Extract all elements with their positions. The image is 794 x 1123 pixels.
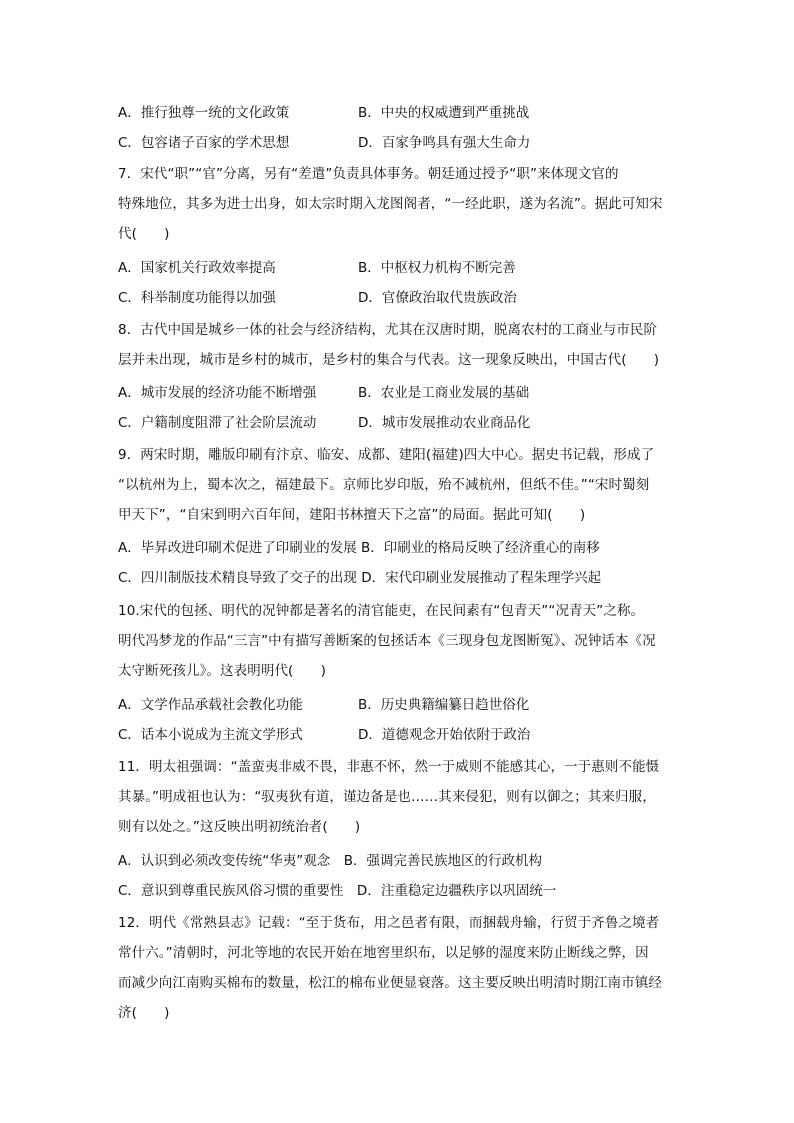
- q11-stem-line: 11．明太祖强调：“盖蛮夷非威不畏，非惠不怀，然一于威则不能感其心，一于惠则不能慑: [118, 759, 660, 775]
- q11-stem-line: 则有以处之。”这反映出明初统治者( ): [118, 819, 361, 835]
- q6-option-c[interactable]: C．包容诸子百家的学术思想: [118, 135, 290, 151]
- q10-stem-line: 太守断死孩儿》。这表明明代( ): [118, 663, 326, 679]
- q9-stem-line: 9．两宋时期，雕版印刷有汴京、临安、成都、建阳(福建)四大中心。据史书记载，形成了: [118, 447, 655, 463]
- q11-options-cd[interactable]: C．意识到尊重民族风俗习惯的重要性 D．注重稳定边疆秩序以巩固统一: [118, 883, 557, 899]
- q7-stem-line: 特殊地位，其多为进士出身，如太宗时期入龙图阁者，“一经此职，遂为名流”。据此可知宋: [118, 196, 663, 212]
- q8-stem-line: 8．古代中国是城乡一体的社会与经济结构，尤其在汉唐时期，脱离农村的工商业与市民阶: [118, 322, 658, 338]
- q7-option-d[interactable]: D．官僚政治取代贵族政治: [358, 290, 517, 306]
- q8-stem-line: 层并未出现，城市是乡村的城市，是乡村的集合与代表。这一现象反映出，中国古代( ): [118, 352, 660, 368]
- q6-option-d[interactable]: D．百家争鸣具有强大生命力: [358, 135, 531, 151]
- q12-stem-line: 常什六。”清朝时，河北等地的农民开始在地窖里织布，以足够的湿度来防止断线之弊，因: [118, 945, 649, 961]
- q10-stem-line: 10.宋代的包拯、明代的况钟都是著名的清官能吏，在民间素有“包青天”“况青天”之称。: [118, 603, 645, 619]
- q10-option-d[interactable]: D．道德观念开始依附于政治: [358, 727, 531, 743]
- q12-stem-line: 12．明代《常熟县志》记载：“至于货布，用之邑者有限，而捆载舟输，行贸于齐鲁之境者: [118, 915, 660, 931]
- q6-option-b[interactable]: B．中央的权威遭到严重挑战: [358, 105, 530, 121]
- q9-options-ab[interactable]: A．毕昇改进印刷术促进了印刷业的发展 B．印刷业的格局反映了经济重心的南移: [118, 540, 600, 556]
- q9-options-cd[interactable]: C．四川制版技术精良导致了交子的出现 D．宋代印刷业发展推动了程朱理学兴起: [118, 570, 602, 586]
- q6-option-a[interactable]: A．推行独尊一统的文化政策: [118, 105, 290, 121]
- q10-option-c[interactable]: C．话本小说成为主流文学形式: [118, 727, 303, 743]
- q7-stem-line: 代( ): [118, 226, 170, 242]
- q12-stem-line: 而减少向江南购买棉布的数量，松江的棉布业便显衰落。这主要反映出明清时期江南市镇经: [118, 975, 662, 991]
- q8-option-b[interactable]: B．农业是工商业发展的基础: [358, 385, 530, 401]
- q9-stem-line: “以杭州为上，蜀本次之，福建最下。京师比岁印版，殆不减杭州，但纸不佳。”“宋时蜀刻: [118, 477, 650, 493]
- q7-stem-line: 7．宋代“职”“官”分离，另有“差遣”负责具体事务。朝廷通过授予“职”来体现文官的: [118, 166, 619, 182]
- q7-option-a[interactable]: A．国家机关行政效率提高: [118, 260, 276, 276]
- q8-option-d[interactable]: D．城市发展推动农业商品化: [358, 415, 531, 431]
- q12-stem-line: 济( ): [118, 1005, 170, 1021]
- q8-option-a[interactable]: A．城市发展的经济功能不断增强: [118, 385, 317, 401]
- q11-stem-line: 其暴。”明成祖也认为：“驭夷狄有道，谨边备是也……其来侵犯，则有以御之；其来归服，: [118, 789, 656, 805]
- q10-option-a[interactable]: A．文学作品承载社会教化功能: [118, 697, 303, 713]
- q10-stem-line: 明代冯梦龙的作品“三言”中有描写善断案的包拯话本《三现身包龙图断冤》、况钟话本《况: [118, 633, 656, 649]
- q8-option-c[interactable]: C．户籍制度阻滞了社会阶层流动: [118, 415, 317, 431]
- q10-option-b[interactable]: B．历史典籍编纂日趋世俗化: [358, 697, 530, 713]
- q11-options-ab[interactable]: A．认识到必须改变传统“华夷”观念 B．强调完善民族地区的行政机构: [118, 853, 542, 869]
- q7-option-b[interactable]: B．中枢权力机构不断完善: [358, 260, 516, 276]
- q7-option-c[interactable]: C．科举制度功能得以加强: [118, 290, 276, 306]
- q9-stem-line: 甲天下”，“自宋到明六百年间，建阳书林擅天下之富”的局面。据此可知( ): [118, 507, 586, 523]
